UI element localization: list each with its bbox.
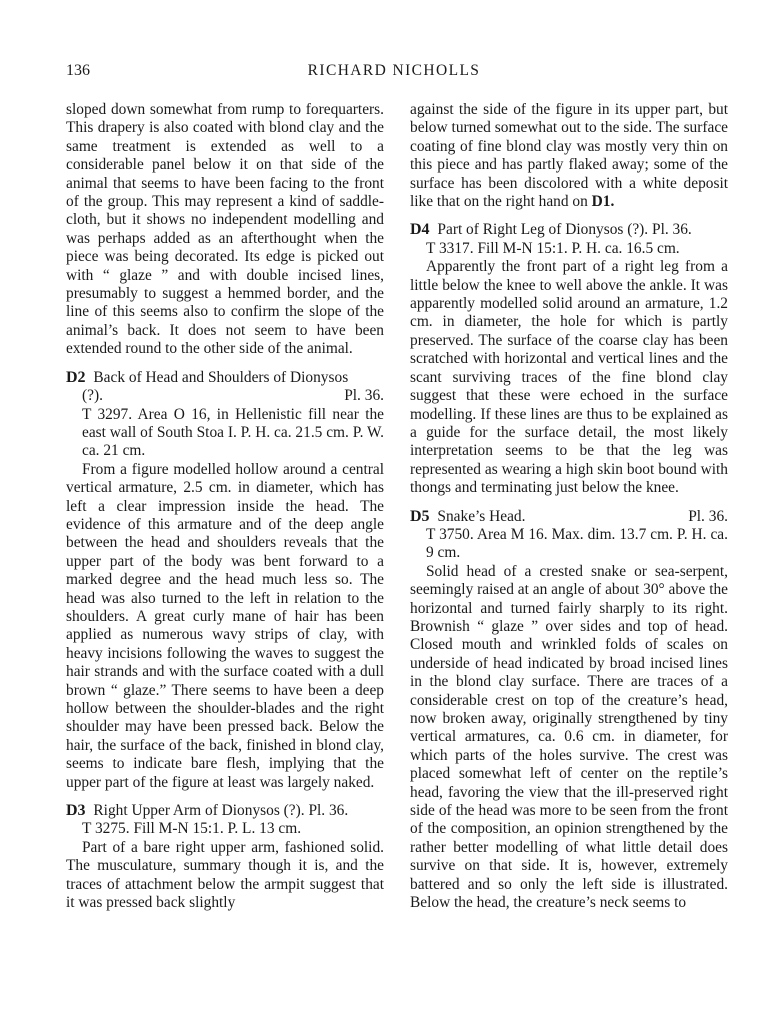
plate-reference: Pl. 36. <box>688 507 728 525</box>
entry-id: D2 <box>66 368 86 386</box>
entry-d2 <box>66 369 384 792</box>
entry-metadata: T 3750. Area M 16. Max. dim. 13.7 cm. P. H. ca. 9 cm. <box>426 525 728 562</box>
entry-id: D3 <box>66 802 86 820</box>
entry-description: Apparently the front part of a right leg from a little below the knee to well above the ankle. It was apparently modelled solid around an armature, 1.2 cm. in diameter, the hole for which is partly preserved. The surface of the coarse clay has been scratched with horizontal and vertical lines and the scant surviving traces of the fine blond clay suggest that these were echoed in the surface modelling. If these lines are thus to be explained as a guide for the surface detail, the most likely interpretation seems to be that the leg was represented as wearing a high skin boot bound with thongs and terminating just below the knee. <box>410 258 728 497</box>
running-title: RICHARD NICHOLLS <box>307 62 481 79</box>
entry-description: Part of a bare right upper arm, fashioned solid. The musculature, summary though it is, and the traces of attachment below the armpit suggest that it was pressed back slightly <box>66 838 384 912</box>
entry-description: Solid head of a crested snake or sea-serpent, seemingly raised at an angle of about 30° above the horizontal and turned fairly sharply to its right. Brownish “ glaze ” over sides and top of head. Closed mouth and wrinkled folds of scales on underside of head indicated by broad incised lines in the blond clay surface. There are traces of a considerable crest on top of the creature’s head, now broken away, originally strengthened by tiny vertical armatures, ca. 0.6 cm. in diameter, for which parts of the holes survive. The crest was placed somewhat left of center on the reptile’s head, favoring the view that the ill-preserved right side of the head was more to be seen from the front of the composition, an opinion strengthened by the rather better modelling of what little detail does survive on that side. It is, however, extremely battered and so only the left side is illustrated. Below the head, the creature’s neck seems to <box>410 562 728 912</box>
entry-title: Part of Right Leg of Dionysos (?). Pl. 36. <box>437 221 692 239</box>
entry-title: Snake’s Head. <box>437 507 526 525</box>
continued-text: against the side of the figure in its upper part, but below turned somewhat out to the side. The surface coating of fine blond clay was mostly very thin on this piece and has partly flaked away; some of the surface has been discolored with a white deposit like that on the right hand on <box>410 101 728 211</box>
entry-metadata: T 3317. Fill M-N 15:1. P. H. ca. 16.5 cm. <box>426 239 680 257</box>
right-column <box>410 101 728 912</box>
entry-heading-cont <box>66 387 384 405</box>
entry-metadata: T 3297. Area O 16, in Hellenistic fill near the east wall of South Stoa I. P. H. ca. 21.5 cm. P. W. ca. 21 cm. <box>82 405 384 460</box>
entry-d5 <box>410 508 728 913</box>
entry-heading <box>66 369 384 387</box>
entry-description: From a figure modelled hollow around a central vertical armature, 2.5 cm. in diameter, which has left a clear impression inside the head. The evidence of this armature and of the deep angle between the head and shoulders reveals that the upper part of the body was bent forward to a marked degree and the head much less so. The head was also turned to the left in relation to the shoulders. A great curly mane of hair has been applied as numerous wavy strips of clay, with heavy incisions following the waves to suggest the hair strands and with the surface coated with a dull brown “ glaze.” There seems to have been a deep hollow between the shoulder-blades and the right shoulder may have been pressed back. Below the hair, the surface of the back, finished in blond clay, seems to indicate bare flesh, implying that the upper part of the figure at least was largely naked. <box>66 460 384 791</box>
entry-d4 <box>410 221 728 497</box>
entry-metadata: T 3275. Fill M-N 15:1. P. L. 13 cm. <box>82 820 302 838</box>
continued-paragraph <box>410 101 728 211</box>
entry-id: D4 <box>410 221 430 239</box>
entry-heading <box>410 221 728 239</box>
page-number: 136 <box>66 62 90 79</box>
cross-reference: D1. <box>591 193 615 211</box>
entry-heading <box>410 508 728 526</box>
page-header <box>66 62 722 84</box>
entry-id: D5 <box>410 507 430 525</box>
entry-title: Right Upper Arm of Dionysos (?). Pl. 36. <box>93 802 349 820</box>
entry-title-cont: (?). <box>82 387 103 405</box>
entry-title: Back of Head and Shoulders of Dionysos <box>93 368 349 386</box>
entry-d3 <box>66 802 384 912</box>
left-column <box>66 101 384 912</box>
intro-paragraph: sloped down somewhat from rump to forequarters. This drapery is also coated with blond clay and the same treatment is extended as well to a considerable panel below it on that side of the animal that seems to have been facing to the front of the group. This may represent a kind of saddle-cloth, but it shows no independent modelling and was perhaps added as an afterthought when the piece was being decorated. Its edge is picked out with “ glaze ” and with double incised lines, presumably to suggest a hemmed border, and the line of this seems also to confirm the slope of the animal’s back. It does not seem to have been extended round to the other side of the animal. <box>66 101 384 358</box>
plate-reference: Pl. 36. <box>344 387 384 405</box>
entry-heading <box>66 802 384 820</box>
